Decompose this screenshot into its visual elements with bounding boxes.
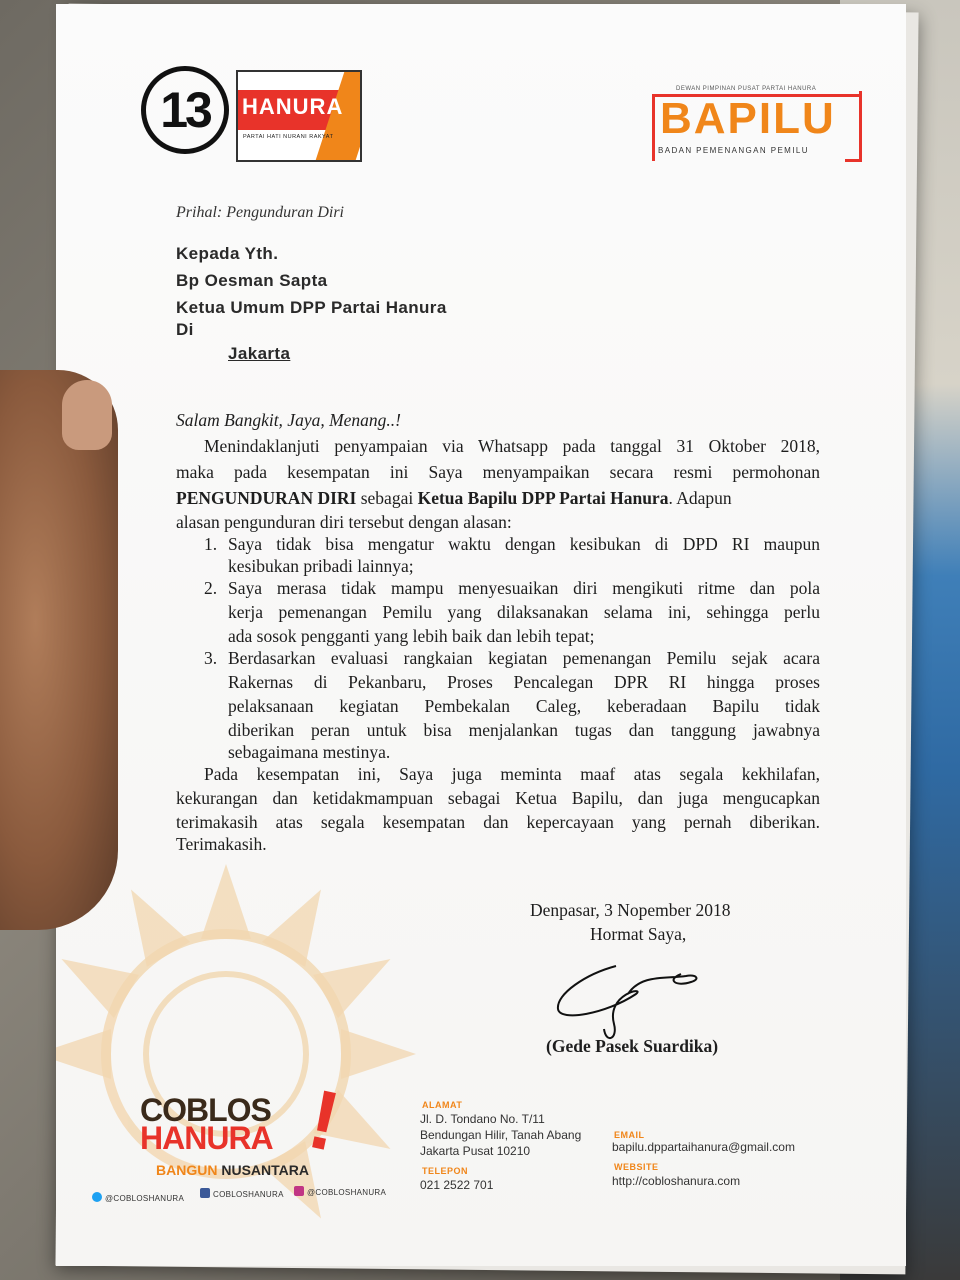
holding-hand [0, 370, 118, 930]
letter-page: 13 HANURA PARTAI HATI NURANI RAKYAT DEWAN PIMPINAN PUSAT PARTAI HANURA BAPILU BADAN PEMENANGAN PEMILU Prihal: Pengunduran Diri Kepada Yth. Bp Oesman Sapta Ketua Umum DPP Partai Hanura Di Jakarta Salam Bangkit, Jaya, Menang..! Menindaklanjuti penyampaian via Whatsapp pada tanggal 31 Oktober 2018, maka pada kesempatan ini Saya menyampaikan secara resmi permohonan PENGUNDURAN DIRI sebagai Ketua Bapilu DPP Partai Hanura. Adapun alasan pengunduran diri tersebut dengan alasan: 1. Saya tidak bisa mengatur waktu dengan kesibukan di DPD RI maupun kesibukan pribadi lainnya; 2. Saya merasa tidak mampu menyesuaikan diri mengikuti ritme dan pola kerja pemenangan Pemilu yang dilaksanakan selama ini, sehingga perlu ada sosok pengganti yang lebih baik dan lebih tepat; 3. Berdasarkan evaluasi rangkaian kegiatan pemenangan Pemilu sejak acara Rakernas di Pekanbaru, Proses Pencalegan DPR RI hingga proses pelaksanaan kegiatan Pembekalan Caleg, keberadaan Bapilu tidak diberikan peran untuk bisa menjalankan tugas dan tanggung jawabnya sebagaimana mestinya. Pada kesempatan ini, Saya juga meminta maaf atas segala kekhilafan, kekurangan dan ketidakmampuan sebagai Ketua Bapilu, dan juga mengucapkan terimakasih atas segala kesempatan dan kepercayaan yang pernah diberikan. Terimakasih. Denpasar, 3 Nopember 2018 Hormat Saya, (Gede Pasek Suardika) COBLOS HANURA ! BANGUN NUSANTARA @COBLOSHANURA COBLOSHANURA @COBLOSHANURA ALAMAT Jl. D. Tondano No. T/11 Bendungan Hilir, Tanah Abang Jakarta Pusat 10210 TELEPON 021 2522 701 EMAIL bapilu.dppartaihanura@gmail.com WEBSITE http://cobloshanura.com [56, 4, 906, 1266]
bapilu-top-text: DEWAN PIMPINAN PUSAT PARTAI HANURA [672, 86, 820, 92]
email-address[interactable]: bapilu.dppartaihanura@gmail.com [612, 1140, 795, 1154]
twitter-icon [92, 1192, 102, 1202]
recipient-line-3: Ketua Umum DPP Partai Hanura [176, 298, 447, 317]
paragraph-1-line-2: maka pada kesempatan ini Saya menyampaikan secara resmi permohonan [176, 462, 820, 482]
hanura-logo [236, 70, 362, 162]
bapilu-logo-text: BAPILU [660, 94, 836, 143]
item-2-line-1: Saya merasa tidak mampu menyesuaikan diri mengikuti ritme dan pola [228, 578, 820, 598]
phone-number: 021 2522 701 [420, 1178, 494, 1192]
bangun-nusantara [156, 1162, 309, 1178]
greeting: Salam Bangkit, Jaya, Menang..! [176, 410, 402, 430]
phone-label: TELEPON [422, 1166, 469, 1176]
bangun-text: BANGUN [156, 1162, 218, 1178]
bold-position: Ketua Bapilu DPP Partai Hanura [417, 488, 669, 508]
bapilu-logo [652, 86, 862, 162]
item-2-line-3: ada sosok pengganti yang lebih baik dan lebih tepat; [228, 626, 595, 646]
item-3-number: 3. [204, 648, 218, 668]
item-3-line-2: Rakernas di Pekanbaru, Proses Pencalegan DPR RI hingga proses [228, 672, 820, 692]
item-2-line-2: kerja pemenangan Pemilu yang dilaksanakan selama ini, sehingga perlu [228, 602, 820, 622]
item-3-line-5: sebagaimana mestinya. [228, 742, 391, 762]
paragraph-1-line-4: alasan pengunduran diri tersebut dengan alasan: [176, 512, 512, 532]
recipient-city: Jakarta [228, 344, 291, 363]
coblos-text: COBLOS [140, 1092, 271, 1128]
paragraph-2-line-4: Terimakasih. [176, 834, 267, 854]
paragraph-2-line-3: terimakasih atas segala kesempatan dan kepercayaan yang pernah diberikan. [176, 812, 820, 832]
paragraph-1-line-3 [176, 488, 732, 509]
bold-resignation: PENGUNDURAN DIRI [176, 488, 357, 508]
nusantara-text: NUSANTARA [221, 1162, 309, 1178]
closing: Hormat Saya, [590, 924, 687, 944]
item-3-line-3: pelaksanaan kegiatan Pembekalan Caleg, keberadaan Bapilu tidak [228, 696, 820, 716]
paragraph-2-line-2: kekurangan dan ketidakmampuan sebagai Ketua Bapilu, dan juga mengucapkan [176, 788, 820, 808]
address-line-2: Bendungan Hilir, Tanah Abang [420, 1128, 582, 1142]
address-label: ALAMAT [422, 1100, 463, 1110]
paragraph-1-line-1: Menindaklanjuti penyampaian via Whatsapp pada tanggal 31 Oktober 2018, [204, 436, 820, 456]
facebook-handle: COBLOSHANURA [200, 1188, 284, 1199]
signature-icon [546, 954, 726, 1044]
instagram-icon [294, 1186, 304, 1196]
place-date: Denpasar, 3 Nopember 2018 [530, 900, 731, 920]
facebook-icon [200, 1188, 210, 1198]
website-label: WEBSITE [614, 1162, 659, 1172]
text-as: sebagai [356, 488, 418, 508]
hanura-logo-text: HANURA [242, 94, 344, 119]
recipient-line-2: Bp Oesman Sapta [176, 271, 328, 290]
recipient-line-4: Di [176, 320, 194, 339]
item-3-line-4: diberikan peran untuk bisa menjalankan tugas dan tanggung jawabnya [228, 720, 820, 740]
item-2-number: 2. [204, 578, 218, 598]
letter-subject: Prihal: Pengunduran Diri [176, 204, 344, 221]
instagram-handle: @COBLOSHANURA [294, 1186, 386, 1197]
recipient-line-1: Kepada Yth. [176, 244, 279, 263]
item-1-line-2: kesibukan pribadi lainnya; [228, 556, 414, 576]
address-line-3: Jakarta Pusat 10210 [420, 1144, 531, 1158]
email-label: EMAIL [614, 1130, 645, 1140]
twitter-handle: @COBLOSHANURA [92, 1192, 184, 1203]
item-3-line-1: Berdasarkan evaluasi rangkaian kegiatan pemenangan Pemilu sejak acara [228, 648, 820, 668]
hanura-text: HANURA [140, 1120, 273, 1156]
bapilu-subtitle: BADAN PEMENANGAN PEMILU [658, 146, 809, 155]
item-1-number: 1. [204, 534, 218, 554]
paragraph-2-line-1: Pada kesempatan ini, Saya juga meminta maaf atas segala kekhilafan, [204, 764, 820, 784]
address-line-1: Jl. D. Tondano No. T/11 [420, 1112, 545, 1126]
party-number-badge: 13 [141, 66, 229, 154]
hanura-tagline: PARTAI HATI NURANI RAKYAT [243, 134, 334, 140]
text-adapun: . Adapun [668, 488, 732, 508]
signer-name: (Gede Pasek Suardika) [546, 1036, 719, 1056]
website-url[interactable]: http://cobloshanura.com [612, 1174, 741, 1188]
item-1-line-1: Saya tidak bisa mengatur waktu dengan kesibukan di DPD RI maupun [228, 534, 820, 554]
